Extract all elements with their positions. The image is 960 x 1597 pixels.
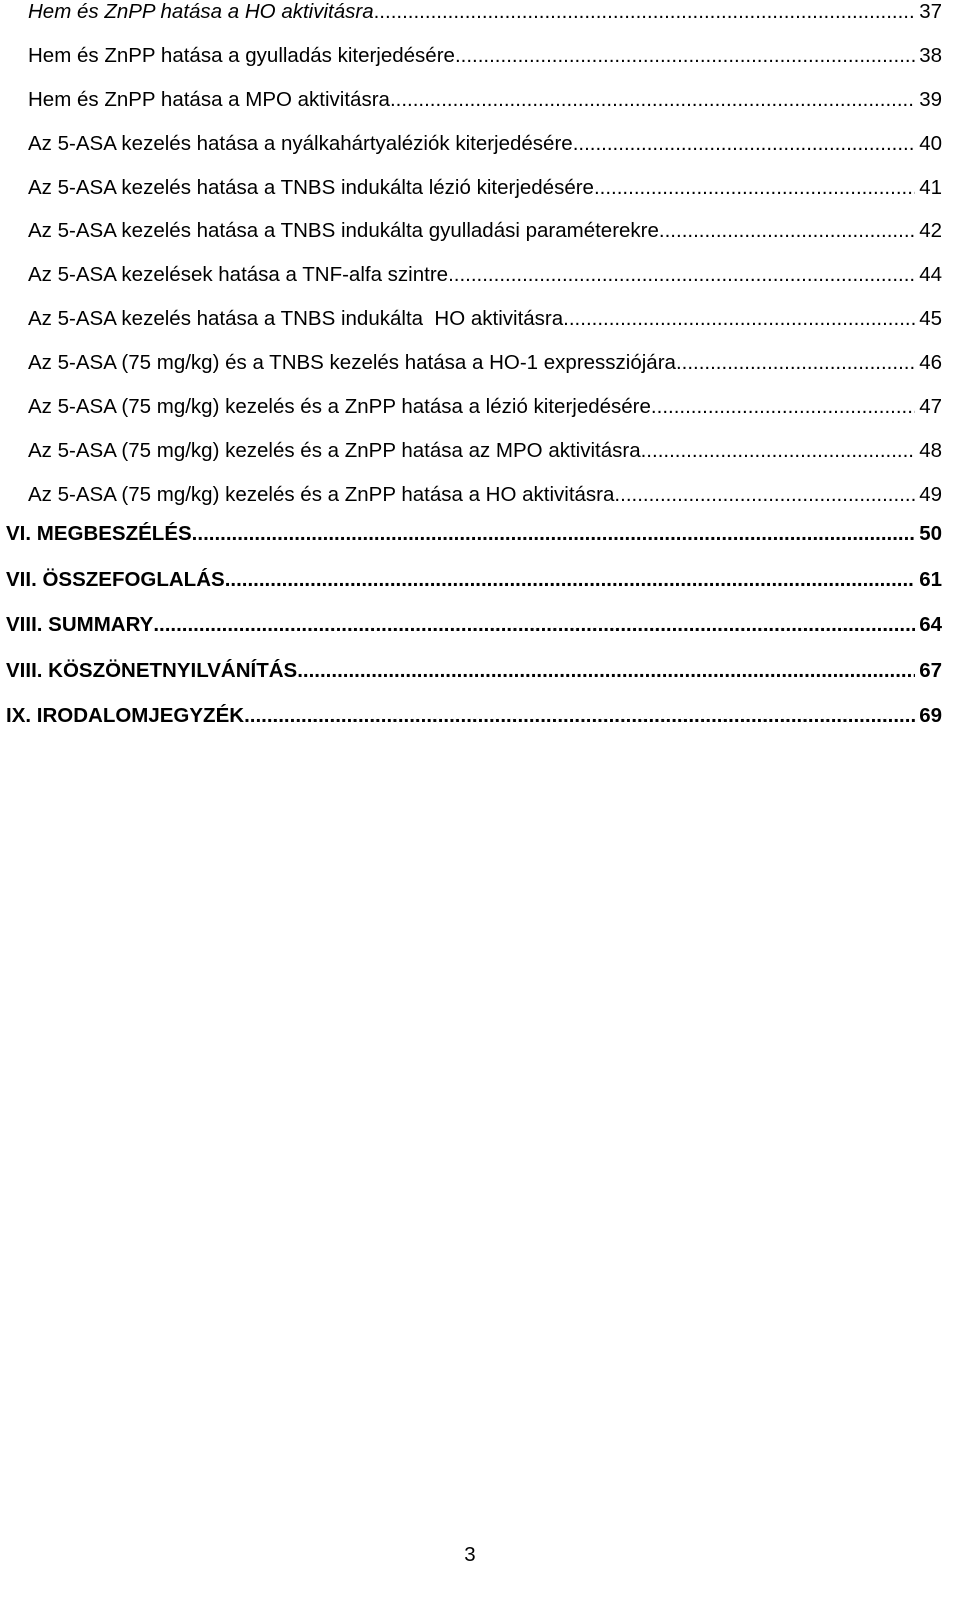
toc-entry[interactable]: [28, 132, 942, 176]
toc-entry[interactable]: [28, 0, 942, 44]
toc-entry-label: Az 5-ASA kezelések hatása a TNF-alfa szintre: [28, 263, 449, 287]
toc-entry-label: Az 5-ASA kezelés hatása a nyálkahártyaléziók kiterjedésére: [28, 131, 573, 155]
toc-main-entry-label: VIII. SUMMARY: [6, 613, 154, 636]
leader-dots: [651, 395, 915, 419]
toc-entry-label: Az 5-ASA (75 mg/kg) kezelés és a ZnPP hatása a HO aktivitásra: [28, 482, 615, 506]
toc-main-entry[interactable]: [6, 522, 942, 568]
toc-sub-entries: [28, 0, 942, 527]
leader-dots: [563, 307, 915, 331]
toc-entry-label: Az 5-ASA (75 mg/kg) és a TNBS kezelés hatása a HO-1 expressziójára: [28, 351, 676, 375]
toc-entry[interactable]: [28, 439, 942, 483]
leader-dots: [390, 88, 915, 112]
toc-entry-page: 46: [919, 351, 942, 375]
toc-entry-page: 37: [919, 0, 942, 23]
toc-main-entry[interactable]: [6, 659, 942, 705]
toc-entry-page: 38: [919, 43, 942, 67]
toc-entry-page: 42: [919, 219, 942, 243]
leader-dots: [594, 176, 915, 200]
leader-dots: [374, 0, 916, 24]
toc-entry-label: Az 5-ASA kezelés hatása a TNBS indukálta lézió kiterjedésére: [28, 175, 594, 199]
toc-entry[interactable]: [28, 44, 942, 88]
leader-dots: [641, 439, 916, 463]
leader-dots: [153, 613, 915, 637]
toc-entry-label: Az 5-ASA kezelés hatása a TNBS indukálta HO aktivitásra: [28, 307, 564, 331]
leader-dots: [659, 219, 915, 243]
toc-main-entry-label: IX. IRODALOMJEGYZÉK: [6, 704, 245, 727]
toc-entry[interactable]: [28, 88, 942, 132]
leader-dots: [448, 263, 915, 287]
toc-main-entry-label: VIII. KÖSZÖNETNYILVÁNÍTÁS: [6, 658, 298, 682]
toc-main-entry[interactable]: [6, 568, 942, 614]
toc-entry-page: 41: [919, 175, 942, 199]
leader-dots: [244, 704, 915, 728]
toc-main-entry-label: VI. MEGBESZÉLÉS: [6, 522, 192, 545]
toc-entry[interactable]: [28, 483, 942, 527]
leader-dots: [297, 659, 915, 683]
toc-entry[interactable]: [28, 176, 942, 220]
toc-entry[interactable]: [28, 263, 942, 307]
toc-main-entry-page: 69: [919, 704, 942, 727]
toc-entry-label: Hem és ZnPP hatása a HO aktivitásra: [28, 0, 374, 23]
leader-dots: [225, 568, 916, 592]
toc-entry[interactable]: [28, 395, 942, 439]
leader-dots: [455, 44, 915, 68]
toc-entry-page: 47: [919, 395, 942, 419]
toc-entry-label: Hem és ZnPP hatása a gyulladás kiterjedésére: [28, 43, 455, 67]
toc-entry-label: Az 5-ASA (75 mg/kg) kezelés és a ZnPP hatása az MPO aktivitásra: [28, 438, 641, 462]
leader-dots: [573, 132, 916, 156]
toc-entry-page: 45: [919, 307, 942, 331]
toc-entry-label: Az 5-ASA (75 mg/kg) kezelés és a ZnPP hatása a lézió kiterjedésére: [28, 395, 651, 419]
toc-entry[interactable]: [28, 219, 942, 263]
toc-main-entry-page: 50: [919, 522, 942, 545]
toc-entry-page: 40: [919, 131, 942, 155]
toc-entry[interactable]: [28, 351, 942, 395]
toc-entry-page: 48: [919, 438, 942, 462]
toc-entry-label: Hem és ZnPP hatása a MPO aktivitásra: [28, 87, 390, 111]
toc-main-entry-page: 61: [919, 567, 942, 591]
toc-entry-page: 39: [919, 87, 942, 111]
leader-dots: [192, 522, 916, 546]
toc-main-entry[interactable]: [6, 613, 942, 659]
toc-entry-label: Az 5-ASA kezelés hatása a TNBS indukálta gyulladási paraméterekre: [28, 219, 659, 243]
page-number: 3: [464, 1543, 476, 1566]
toc-entry[interactable]: [28, 307, 942, 351]
toc-main-entries: [6, 522, 942, 750]
table-of-contents: [6, 0, 942, 727]
toc-main-entry[interactable]: [6, 704, 942, 750]
leader-dots: [614, 483, 915, 507]
toc-entry-page: 49: [919, 482, 942, 506]
toc-main-entry-label: VII. ÖSSZEFOGLALÁS: [6, 567, 225, 591]
toc-main-entry-page: 67: [919, 658, 942, 682]
toc-entry-page: 44: [919, 263, 942, 287]
leader-dots: [676, 351, 915, 375]
toc-main-entry-page: 64: [919, 613, 942, 636]
